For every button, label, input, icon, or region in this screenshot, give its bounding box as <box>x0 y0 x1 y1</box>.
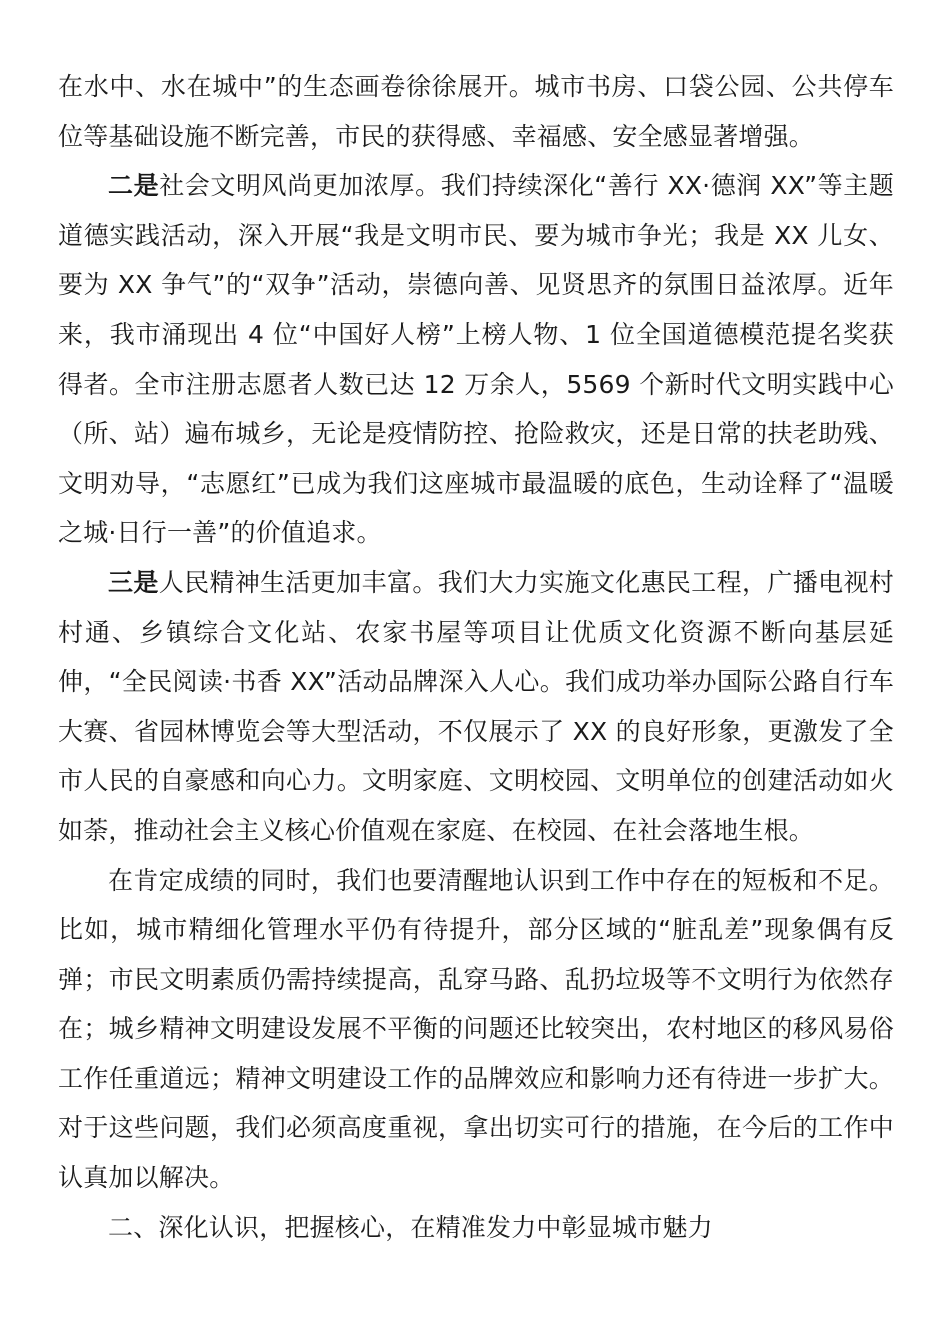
paragraph-4-text: 在肯定成绩的同时，我们也要清醒地认识到工作中存在的短板和不足。比如，城市精细化管理水平仍有待提升，部分区域的“脏乱差”现象偶有反弹；市民文明素质仍需持续提高，乱穿马路、乱扔垃圾等不文明行为依然存在；城乡精神文明建设发展不平衡的问题还比较突出，农村地区的移风易俗工作任重道远；精神文明建设工作的品牌效应和影响力还有待进一步扩大。对于这些问题，我们必须高度重视，拿出切实可行的措施，在今后的工作中认真加以解决。 <box>58 865 894 1193</box>
paragraph-2-text: 社会文明风尚更加浓厚。我们持续深化“善行 XX·德润 XX”等主题道德实践活动，深入开展“我是文明市民、要为城市争光；我是 XX 儿女、要为 XX 争气”的“双争”活动，崇德向善、见贤思齐的氛围日益浓厚。近年来，我市涌现出 4 位“中国好人榜”上榜人物、1 位全国道德模范提名奖获得者。全市注册志愿者人数已达 12 万余人，5569 个新时代文明实践中心（所、站）遍布城乡，无论是疫情防控、抢险救灾，还是日常的扶老助残、文明劝导，“志愿红”已成为我们这座城市最温暖的底色，生动诠释了“温暖之城·日行一善”的价值追求。 <box>58 171 894 548</box>
section-heading: 二、深化认识，把握核心，在精准发力中彰显城市魅力 <box>108 1212 713 1242</box>
document-page <box>58 62 894 1252</box>
paragraph-3 <box>58 558 894 856</box>
paragraph-4 <box>58 856 894 1203</box>
paragraph-2-lead: 二是 <box>108 171 160 201</box>
paragraph-3-text: 人民精神生活更加丰富。我们大力实施文化惠民工程，广播电视村村通、乡镇综合文化站、农家书屋等项目让优质文化资源不断向基层延伸，“全民阅读·书香 XX”活动品牌深入人心。我们成功举办国际公路自行车大赛、省园林博览会等大型活动，不仅展示了 XX 的良好形象，更激发了全市人民的自豪感和向心力。文明家庭、文明校园、文明单位的创建活动如火如荼，推动社会主义核心价值观在家庭、在校园、在社会落地生根。 <box>58 567 894 845</box>
paragraph-1 <box>58 62 894 161</box>
paragraph-2 <box>58 161 894 558</box>
paragraph-1-text: 在水中、水在城中”的生态画卷徐徐展开。城市书房、口袋公园、公共停车位等基础设施不断完善，市民的获得感、幸福感、安全感显著增强。 <box>58 72 894 151</box>
paragraph-3-lead: 三是 <box>108 567 159 597</box>
